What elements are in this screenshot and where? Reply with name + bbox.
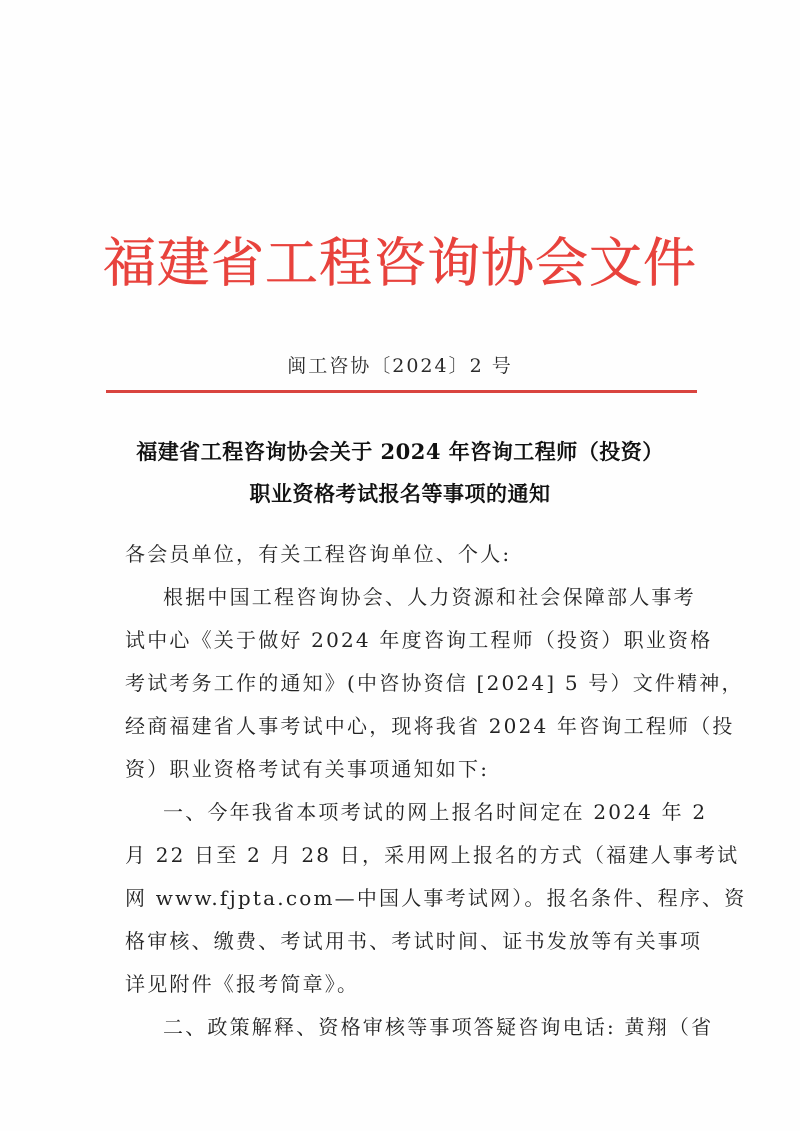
body-line: 格审核、缴费、考试用书、考试时间、证书发放等有关事项 [125,929,703,953]
body-line: 一、今年我省本项考试的网上报名时间定在 2024 年 2 [163,800,708,824]
body-line: 网 www.fjpta.com—中国人事考试网）。报名条件、程序、资 [125,886,747,910]
body-line: 试中心《关于做好 2024 年度咨询工程师（投资）职业资格 [125,628,713,652]
body-line: 二、政策解释、资格审核等事项答疑咨询电话: 黄翔（省 [163,1015,714,1039]
salutation: 各会员单位，有关工程咨询单位、个人: [125,542,512,566]
document-number: 闽工咨协〔2024〕2 号 [287,355,513,377]
notice-title-line-2: 职业资格考试报名等事项的通知 [249,481,551,506]
notice-title-line-1: 福建省工程咨询协会关于 2024 年咨询工程师（投资） [136,439,664,464]
body-line: 考试考务工作的通知》(中咨协资信 [2024] 5 号）文件精神， [125,671,744,695]
body-line: 根据中国工程咨询协会、人力资源和社会保障部人事考 [163,585,696,609]
body-line: 资）职业资格考试有关事项通知如下: [125,757,490,781]
body-line: 月 22 日至 2 月 28 日，采用网上报名的方式（福建人事考试 [125,843,740,867]
red-header-title: 福建省工程咨询协会文件 [103,233,697,294]
body-line: 经商福建省人事考试中心，现将我省 2024 年咨询工程师（投 [125,714,735,738]
red-divider-line [106,390,697,393]
body-line: 详见附件《报考简章》。 [125,972,360,996]
